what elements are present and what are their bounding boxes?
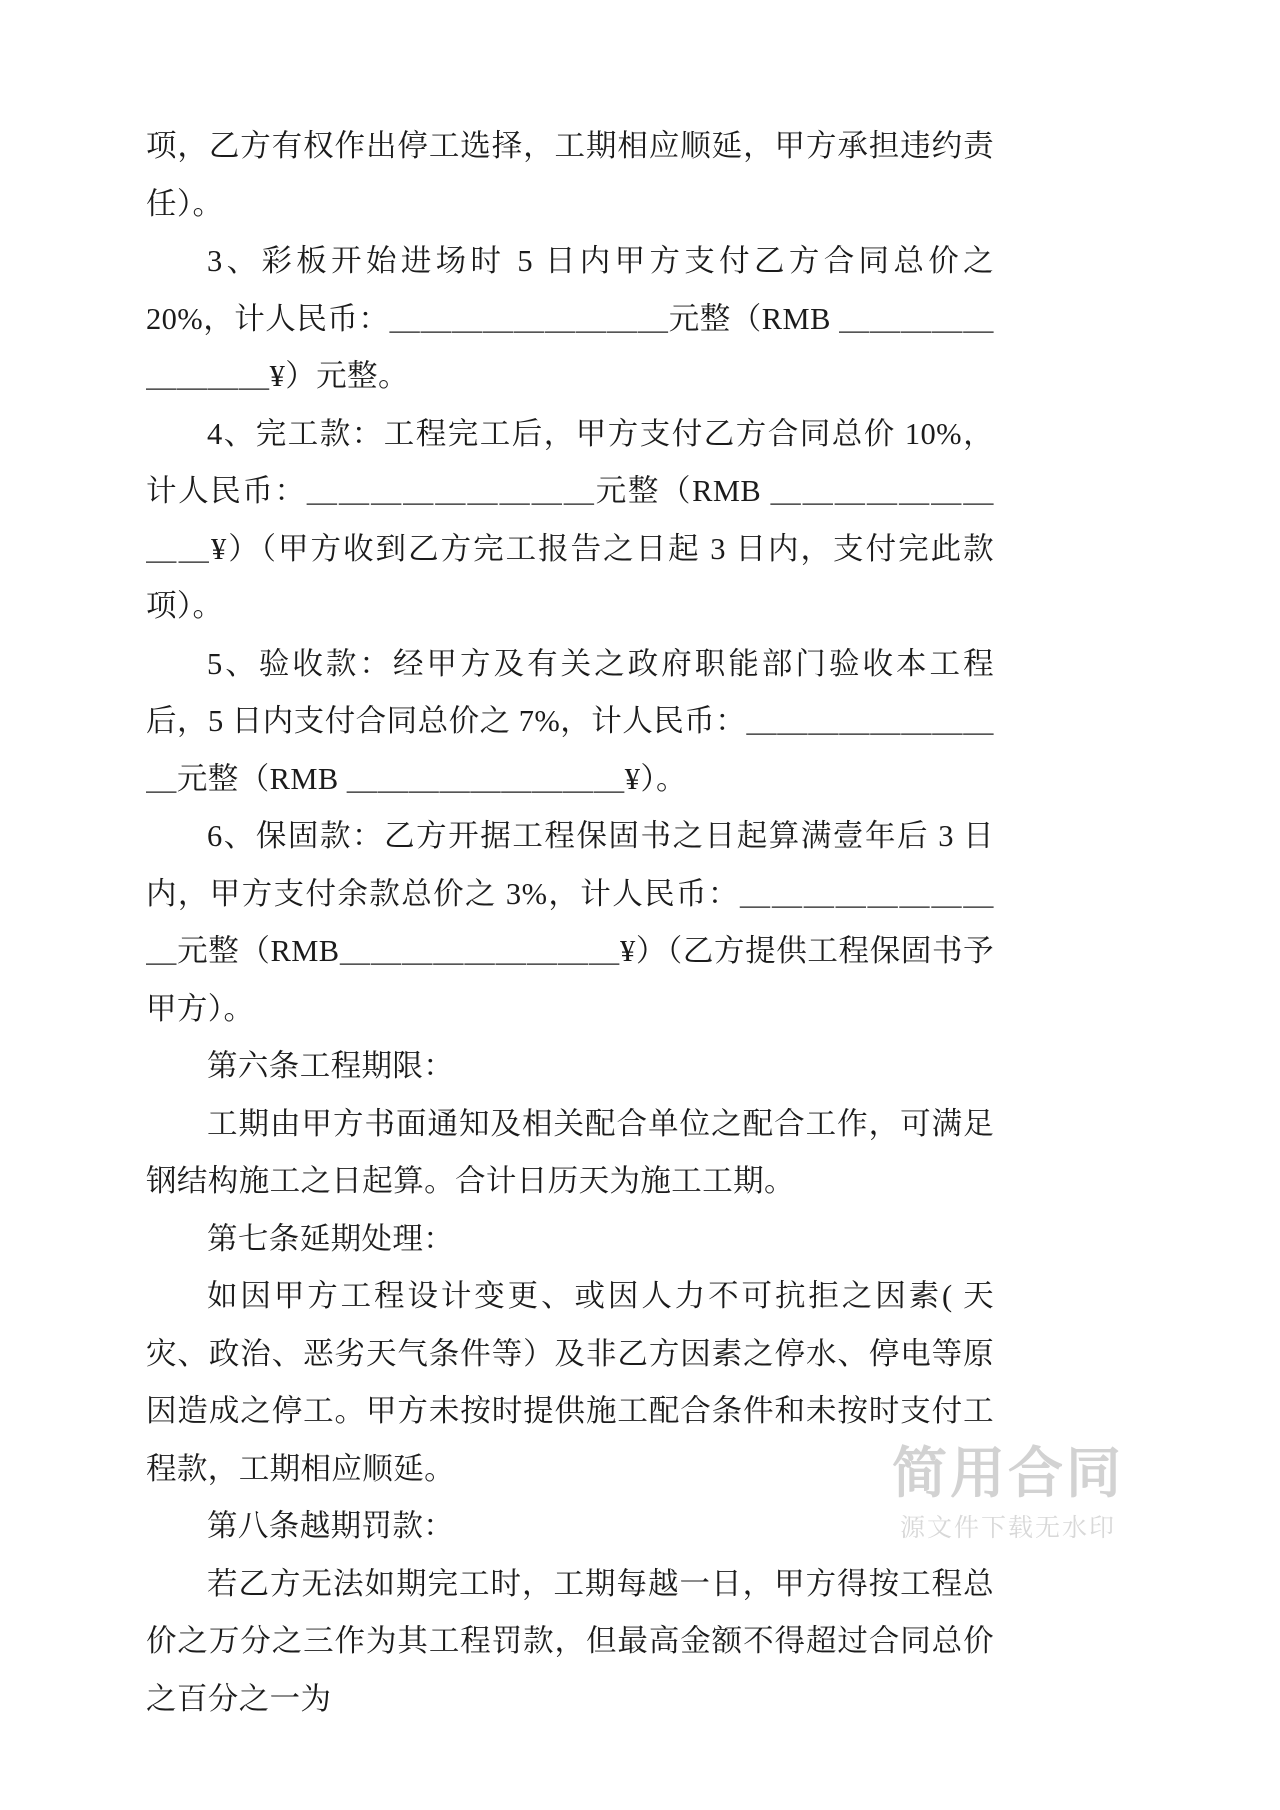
document-text-body [146, 118, 994, 1728]
watermark-sub-text: 源文件下载无水印 [899, 1513, 1116, 1542]
heading-article-seven: 第七条延期处理： [207, 1221, 455, 1256]
paragraph-payment-item-4: 4、完工款：工程完工后，甲方支付乙方合同总价 10%，计人民币：＿＿＿＿＿＿＿＿＿元整（RMB ＿＿＿＿＿＿＿＿＿¥）（甲方收到乙方完工报告之日起 3 日内，支付完此款项）。 [146, 416, 994, 623]
watermark-main-text: 简用合同 [891, 1441, 1124, 1504]
paragraph-article-six-body: 工期由甲方书面通知及相关配合单位之配合工作，可满足钢结构施工之日起算。合计日历天为施工工期。 [146, 1106, 994, 1198]
paragraph-article-seven-body: 如因甲方工程设计变更、或因人力不可抗拒之因素( 天灾、政治、恶劣天气条件等）及非乙方因素之停水、停电等原因造成之停工。甲方未按时提供施工配合条件和未按时支付工程款，工期相应顺延。 [146, 1279, 994, 1486]
heading-article-eight: 第八条越期罚款： [207, 1509, 455, 1543]
paragraph-article-eight-body: 若乙方无法如期完工时，工期每越一日，甲方得按工程总价之万分之三作为其工程罚款，但最高金额不得超过合同总价之百分之一为 [146, 1566, 994, 1716]
paragraph-payment-item-3: 3、彩板开始进场时 5 日内甲方支付乙方合同总价之 20%，计人民币：＿＿＿＿＿＿＿＿＿元整（RMB ＿＿＿＿＿＿＿＿＿¥）元整。 [146, 244, 994, 393]
paragraph-continued-clause: 项，乙方有权作出停工选择，工期相应顺延，甲方承担违约责任）。 [146, 129, 994, 221]
paragraph-payment-item-6: 6、保固款：乙方开据工程保固书之日起算满壹年后 3 日内，甲方支付余款总价之 3%，计人民币：＿＿＿＿＿＿＿＿＿元整（RMB＿＿＿＿＿＿＿＿＿¥）（乙方提供工程保固书予甲方）。 [146, 819, 994, 1026]
heading-article-six: 第六条工程期限： [207, 1049, 455, 1083]
paragraph-payment-item-5: 5、验收款：经甲方及有关之政府职能部门验收本工程后，5 日内支付合同总价之 7%，计人民币：＿＿＿＿＿＿＿＿＿元整（RMB ＿＿＿＿＿＿＿＿＿¥）。 [146, 646, 994, 796]
